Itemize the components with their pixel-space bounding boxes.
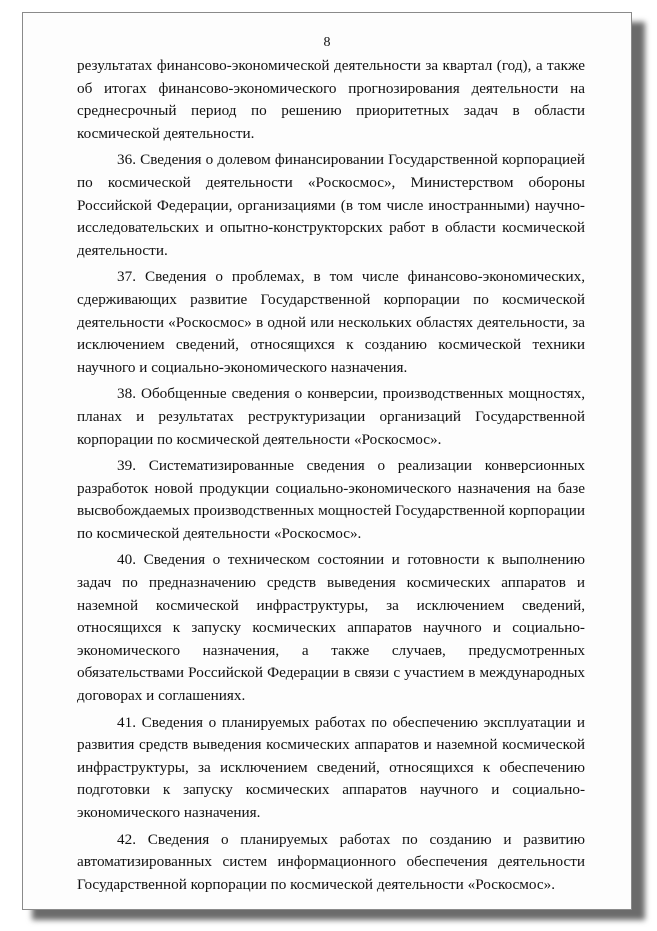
item-42: 42. Сведения о планируемых работах по созданию и развитию автоматизированных систем информационного обеспечения деятельности Государственной корпорации по космической деятельности «Роскосмос». xyxy=(77,830,585,893)
document-page xyxy=(22,12,632,910)
item-37: 37. Сведения о проблемах, в том числе финансово-экономических, сдерживающих развитие Государственной корпорации по космической деятельности «Роскосмос» в одной или нескольких областях деятельности, за исключением сведений, относящихся к созданию космической техники научного и социально-экономического назначения. xyxy=(77,268,585,376)
continuation-paragraph: результатах финансово-экономической деятельности за квартал (год), а также об итогах финансово-экономического прогнозирования деятельности на среднесрочный период по решению приоритетных задач в области космической деятельности. xyxy=(77,57,585,142)
item-36: 36. Сведения о долевом финансировании Государственной корпорацией по космической деятельности «Роскосмос», Министерством обороны Российской Федерации, организациями (в том числе иностранными) научно-исследовательских и опытно-конструкторских работ в области космической деятельности. xyxy=(77,151,585,259)
item-38: 38. Обобщенные сведения о конверсии, производственных мощностях, планах и результатах реструктуризации организаций Государственной корпорации по космической деятельности «Роскосмос». xyxy=(77,385,585,448)
page-number: 8 xyxy=(323,35,331,50)
item-39: 39. Систематизированные сведения о реализации конверсионных разработок новой продукции социально-экономического назначения на базе высвобождаемых производственных мощностей Государственной корпорации по космической деятельности «Роскосмос». xyxy=(77,457,585,542)
item-41: 41. Сведения о планируемых работах по обеспечению эксплуатации и развития средств выведения космических аппаратов и наземной космической инфраструктуры, за исключением сведений, относящихся к обеспечению подготовки к запуску космических аппаратов научного и социально-экономического назначения. xyxy=(77,713,585,821)
item-40: 40. Сведения о техническом состоянии и готовности к выполнению задач по предназначению средств выведения космических аппаратов и наземной космической инфраструктуры, за исключением сведений, относящихся к запуску космических аппаратов научного и социально-экономического назначения, а также случаев, предусмотренных обязательствами Российской Федерации в связи с участием в международных договорах и соглашениях. xyxy=(77,551,585,705)
document-body xyxy=(77,55,585,900)
